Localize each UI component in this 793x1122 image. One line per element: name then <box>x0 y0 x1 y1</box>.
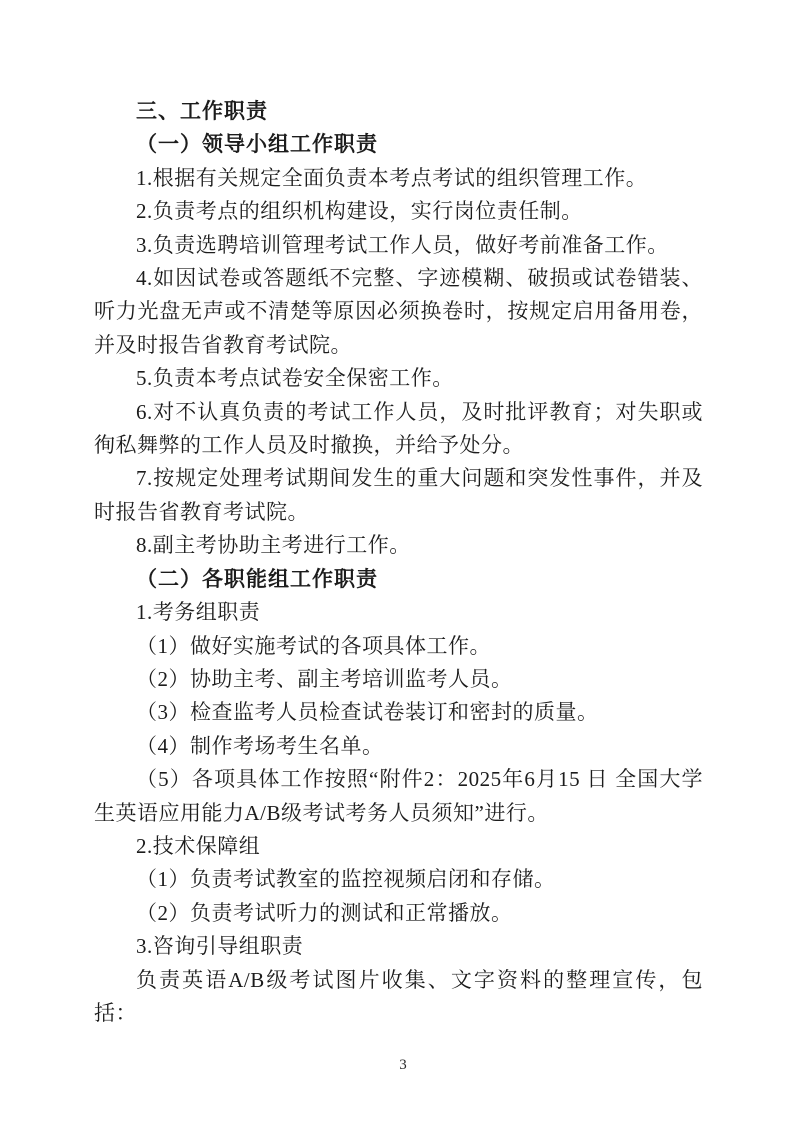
paragraph-leading-duty-5: 5.负责本考点试卷安全保密工作。 <box>136 366 454 391</box>
page-number: 3 <box>399 1057 407 1073</box>
paragraph-exam-affairs-item-2: （2）协助主考、副主考培训监考人员。 <box>136 666 513 691</box>
paragraph-leading-duty-1: 1.根据有关规定全面负责本考点考试的组织管理工作。 <box>136 165 648 190</box>
section-heading-work-duties: 三、工作职责 <box>136 100 268 123</box>
paragraph-exam-affairs-group-title: 1.考务组职责 <box>136 600 261 625</box>
paragraph-guidance-group-title: 3.咨询引导组职责 <box>136 934 304 959</box>
paragraph-leading-duty-3: 3.负责选聘培训管理考试工作人员，做好考前准备工作。 <box>136 232 669 257</box>
paragraph-exam-affairs-item-5: （5）各项具体工作按照“附件2：2025年6月15 日 全国大学生英语应用能力A/B级考试考务人员须知”进行。 <box>94 767 703 825</box>
paragraph-leading-duty-8: 8.副主考协助主考进行工作。 <box>136 533 411 558</box>
paragraph-leading-duty-4: 4.如因试卷或答题纸不完整、字迹模糊、破损或试卷错装、听力光盘无声或不清楚等原因必须换卷时，按规定启用备用卷，并及时报告省教育考试院。 <box>94 266 703 357</box>
paragraph-exam-affairs-item-3: （3）检查监考人员检查试卷装订和密封的质量。 <box>136 700 599 725</box>
paragraph-leading-duty-6: 6.对不认真负责的考试工作人员，及时批评教育；对失职或徇私舞弊的工作人员及时撤换，并给予处分。 <box>94 399 703 458</box>
paragraph-tech-support-item-1: （1）负责考试教室的监控视频启闭和存储。 <box>136 867 556 892</box>
paragraph-tech-support-group-title: 2.技术保障组 <box>136 833 261 858</box>
paragraph-leading-duty-7: 7.按规定处理考试期间发生的重大问题和突发性事件，并及时报告省教育考试院。 <box>94 466 703 524</box>
document-body <box>94 95 703 1030</box>
subsection-heading-functional-groups: （二）各职能组工作职责 <box>136 567 378 591</box>
paragraph-exam-affairs-item-4: （4）制作考场考生名单。 <box>136 733 384 758</box>
subsection-heading-leading-group: （一）领导小组工作职责 <box>136 133 378 157</box>
paragraph-guidance-group-intro: 负责英语A/B级考试图片收集、文字资料的整理宣传，包括： <box>94 967 703 1025</box>
paragraph-leading-duty-2: 2.负责考点的组织机构建设，实行岗位责任制。 <box>136 199 583 224</box>
paragraph-exam-affairs-item-1: （1）做好实施考试的各项具体工作。 <box>136 633 491 658</box>
paragraph-tech-support-item-2: （2）负责考试听力的测试和正常播放。 <box>136 900 513 925</box>
